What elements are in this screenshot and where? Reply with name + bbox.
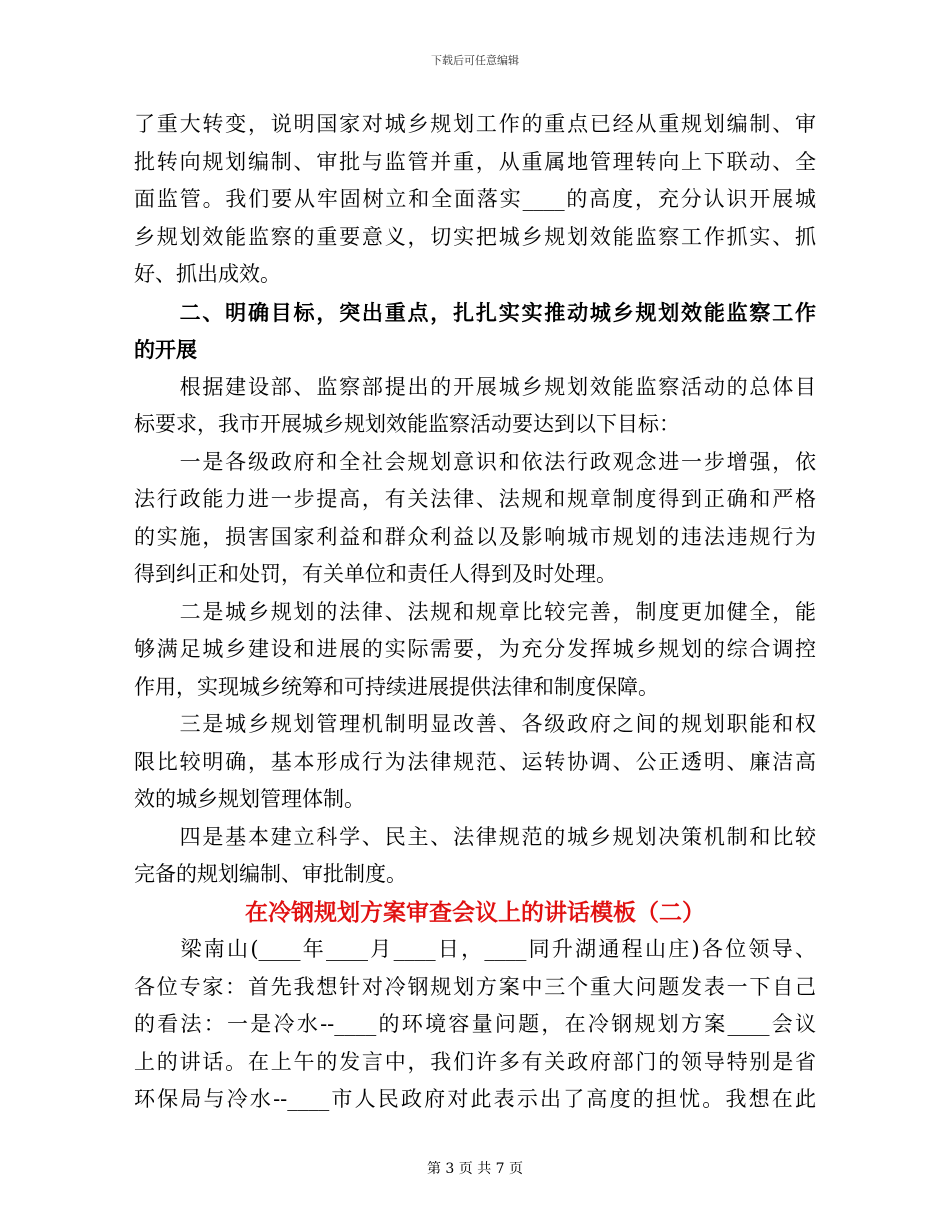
body-line: 限比较明确，基本形成行为法律规范、运转协调、公正透明、廉洁高	[134, 749, 816, 774]
body-line: 的看法：一是冷水--____的环境容量问题，在冷钢规划方案____会议	[134, 1012, 816, 1036]
body-line: 乡规划效能监察的重要意义，切实把城乡规划效能监察工作抓实、抓	[134, 224, 816, 249]
body-line: 一是各级政府和全社会规划意识和依法行政观念进一步增强，依	[134, 449, 816, 474]
body-line: 梁南山(____年____月____日，____同升湖通程山庄)各位领导、	[134, 937, 816, 961]
section-heading-line: 二、明确目标，突出重点，扎扎实实推动城乡规划效能监察工作	[134, 299, 816, 325]
body-line: 根据建设部、监察部提出的开展城乡规划效能监察活动的总体目	[134, 374, 816, 399]
body-line: 三是城乡规划管理机制明显改善、各级政府之间的规划职能和权	[134, 712, 816, 736]
page-header: 下载后可任意编辑	[431, 54, 519, 67]
body-line: 够满足城乡建设和进展的实际需要，为充分发挥城乡规划的综合调控	[134, 637, 816, 661]
section-title: 在冷钢规划方案审查会议上的讲话模板（二）	[245, 898, 705, 926]
document-body	[134, 106, 816, 1119]
body-line: 效的城乡规划管理体制。	[134, 787, 365, 811]
body-line: 标要求，我市开展城乡规划效能监察活动要达到以下目标：	[134, 412, 680, 436]
body-line: 完备的规划编制、审批制度。	[134, 862, 407, 886]
body-line: 了重大转变，说明国家对城乡规划工作的重点已经从重规划编制、审	[134, 112, 816, 136]
body-line: 得到纠正和处罚，有关单位和责任人得到及时处理。	[134, 562, 617, 586]
body-line: 环保局与冷水--____市人民政府对此表示出了高度的担忧。我想在此	[134, 1087, 816, 1111]
body-line: 各位专家：首先我想针对冷钢规划方案中三个重大问题发表一下自己	[134, 974, 816, 999]
body-line: 法行政能力进一步提高，有关法律、法规和规章制度得到正确和严格	[134, 487, 816, 511]
body-line: 批转向规划编制、审批与监管并重，从重属地管理转向上下联动、全	[134, 149, 816, 174]
body-line: 的实施，损害国家利益和群众利益以及影响城市规划的违法违规行为	[134, 524, 816, 549]
body-line: 二是城乡规划的法律、法规和规章比较完善，制度更加健全，能	[134, 599, 816, 624]
page-footer: 第 3 页 共 7 页	[426, 1161, 524, 1177]
section-heading-line: 的开展	[134, 337, 197, 362]
body-line: 上的讲话。在上午的发言中，我们许多有关政府部门的领导特别是省	[134, 1049, 816, 1074]
body-line: 好、抓出成效。	[134, 262, 281, 286]
body-line: 作用，实现城乡统筹和可持续进展提供法律和制度保障。	[134, 674, 659, 699]
body-line: 面监管。我们要从牢固树立和全面落实____的高度，充分认识开展城	[134, 187, 816, 211]
body-line: 四是基本建立科学、民主、法律规范的城乡规划决策机制和比较	[134, 824, 816, 849]
